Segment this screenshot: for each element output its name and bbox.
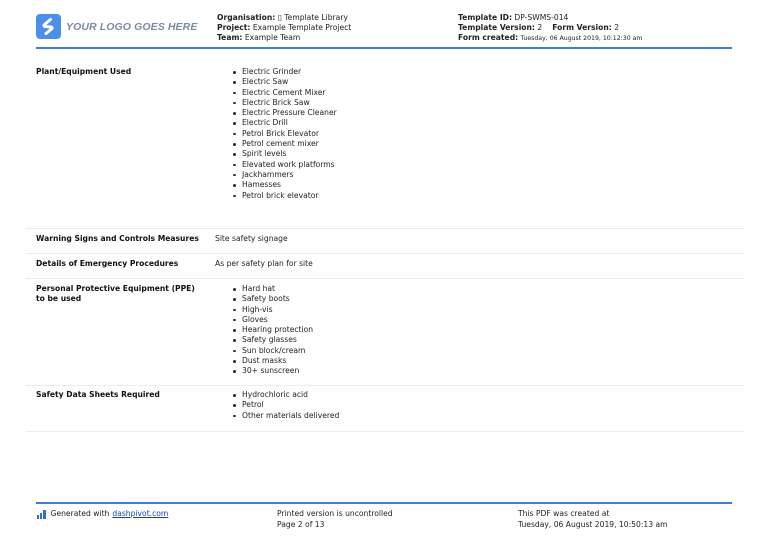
section-ppe [26,279,744,386]
dashpivot-bars-icon [37,510,46,519]
list-item: Elevated work platforms [232,160,744,170]
list-item: Electric Pressure Cleaner [232,108,744,118]
logo [36,14,197,39]
pdf-created-label: This PDF was created at [518,509,610,518]
sds-list [215,390,744,421]
version-line [458,23,642,33]
list-item: Hearing protection [232,325,744,335]
section-label: Details of Emergency Procedures [36,259,179,268]
dashpivot-link[interactable]: dashpivot.com [112,509,169,518]
list-item: Sun block/cream [232,346,744,356]
pdf-created-value: Tuesday, 06 August 2019, 10:50:13 am [518,519,668,529]
section-warning-signs [26,229,744,254]
section-label-line: to be used [36,294,82,304]
form-created-value: Tuesday, 06 August 2019, 10:12:30 am [520,35,643,42]
section-value: As per safety plan for site [215,259,313,268]
list-item: Electric Cement Mixer [232,88,744,98]
list-item: Hydrochloric acid [232,390,744,400]
form-sections [26,60,744,432]
section-value [215,390,744,431]
form-version-value: 2 [614,23,620,32]
team-line [217,33,351,43]
list-item: Hard hat [232,284,744,294]
logo-icon [36,14,61,39]
section-label: Warning Signs and Controls Measures [36,234,199,243]
list-item: Petrol [232,400,744,410]
header-project-info [217,13,351,43]
organisation-value: ▯ Template Library [277,13,348,22]
list-item: Other materials delivered [232,411,744,421]
template-version-value: 2 [537,23,543,32]
page-info: Page 2 of 13 [277,519,325,529]
header-template-info [458,13,642,44]
list-item: Spirit levels [232,149,744,159]
section-label: Safety Data Sheets Required [36,390,160,399]
header-divider [36,47,732,49]
list-item: Gloves [232,315,744,325]
generated-with-text: Generated with [50,509,110,518]
list-item: 30+ sunscreen [232,366,744,376]
footer-generated [37,509,168,520]
list-item: Petrol Brick Elevator [232,129,744,139]
list-item: Electric Grinder [232,67,744,77]
logo-text: YOUR LOGO GOES HERE [66,20,198,33]
list-item: High-vis [232,305,744,315]
section-label: Plant/Equipment Used [36,67,132,76]
list-item: Hamesses [232,180,744,190]
section-label-line: Personal Protective Equipment (PPE) [36,284,195,293]
document-header [0,0,768,50]
template-id-line [458,13,642,23]
organisation-line [217,13,351,23]
list-item: Safety glasses [232,335,744,345]
section-emergency-procedures [26,254,744,279]
project-line [217,23,351,33]
footer-print-info [277,509,393,530]
list-item: Petrol cement mixer [232,139,744,149]
printed-notice: Printed version is uncontrolled [277,509,393,518]
section-value [215,284,744,385]
team-value: Example Team [244,33,301,42]
form-created-line [458,33,642,44]
section-value: Site safety signage [215,234,288,243]
list-item: Petrol brick elevator [232,191,744,201]
section-safety-data-sheets [26,386,744,432]
form-created-label: Form created: [458,33,519,42]
list-item: Jackhammers [232,170,744,180]
section-plant-equipment [26,60,744,229]
project-value: Example Template Project [252,23,352,32]
equipment-list [215,67,744,201]
ppe-list [215,284,744,377]
template-id-label: Template ID: [458,13,512,22]
template-version-label: Template Version: [458,23,535,32]
organisation-label: Organisation: [217,13,276,22]
team-label: Team: [217,33,243,42]
section-value [215,67,744,228]
template-id-value: DP-SWMS-014 [514,13,569,22]
list-item: Electric Saw [232,77,744,87]
form-version-label: Form Version: [552,23,612,32]
footer-pdf-info [518,509,668,530]
project-label: Project: [217,23,251,32]
footer-divider [36,502,732,504]
list-item: Safety boots [232,294,744,304]
list-item: Electric Drill [232,118,744,128]
section-label [26,284,215,385]
list-item: Dust masks [232,356,744,366]
list-item: Electric Brick Saw [232,98,744,108]
